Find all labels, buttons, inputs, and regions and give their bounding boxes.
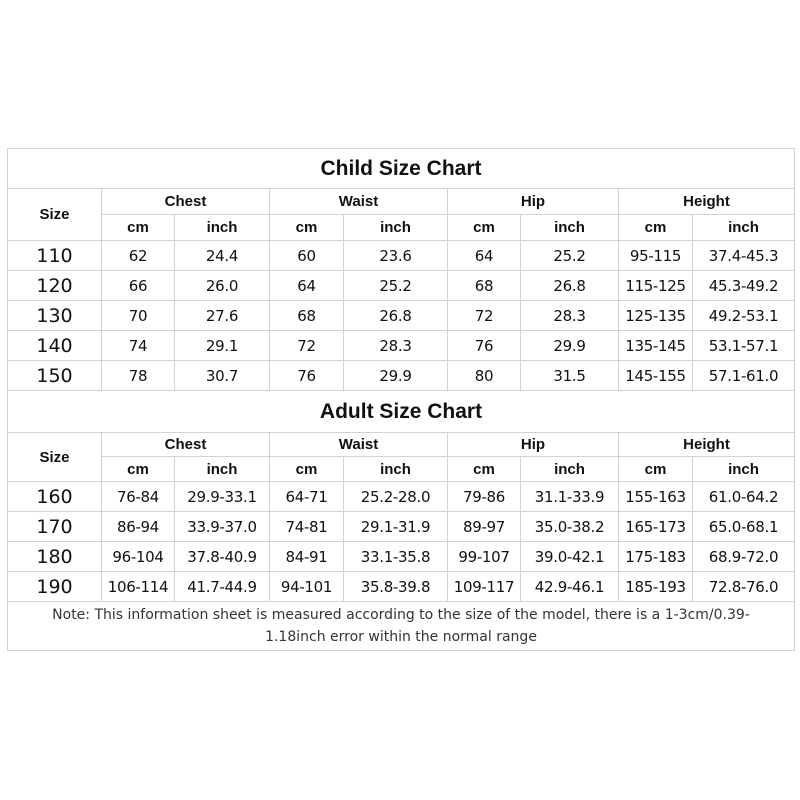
measurement-cell: 37.4-45.3 xyxy=(693,241,795,271)
unit-header: cm xyxy=(448,215,521,241)
table-row xyxy=(8,301,795,331)
measurement-cell: 49.2-53.1 xyxy=(693,301,795,331)
measurement-cell: 125-135 xyxy=(619,301,693,331)
size-cell: 110 xyxy=(8,241,102,271)
measurement-cell: 109-117 xyxy=(448,572,521,602)
chest-header: Chest xyxy=(102,189,270,215)
measurement-cell: 86-94 xyxy=(102,512,175,542)
size-cell: 160 xyxy=(8,482,102,512)
measurement-cell: 68 xyxy=(270,301,344,331)
measurement-cell: 25.2-28.0 xyxy=(344,482,448,512)
unit-header: inch xyxy=(521,215,619,241)
measurement-cell: 76-84 xyxy=(102,482,175,512)
size-header: Size xyxy=(8,433,102,482)
measurement-cell: 25.2 xyxy=(344,271,448,301)
waist-header: Waist xyxy=(270,189,448,215)
hip-header: Hip xyxy=(448,433,619,457)
measurement-cell: 35.0-38.2 xyxy=(521,512,619,542)
table-row xyxy=(8,361,795,391)
size-cell: 190 xyxy=(8,572,102,602)
measurement-cell: 26.8 xyxy=(521,271,619,301)
unit-header: inch xyxy=(175,457,270,482)
measurement-cell: 68 xyxy=(448,271,521,301)
unit-header: cm xyxy=(619,215,693,241)
measurement-cell: 68.9-72.0 xyxy=(693,542,795,572)
size-cell: 150 xyxy=(8,361,102,391)
child-chart-title: Child Size Chart xyxy=(8,149,795,189)
size-cell: 130 xyxy=(8,301,102,331)
measurement-cell: 74 xyxy=(102,331,175,361)
size-cell: 120 xyxy=(8,271,102,301)
measurement-cell: 33.1-35.8 xyxy=(344,542,448,572)
measurement-cell: 175-183 xyxy=(619,542,693,572)
measurement-cell: 94-101 xyxy=(270,572,344,602)
measurement-cell: 28.3 xyxy=(344,331,448,361)
measurement-cell: 25.2 xyxy=(521,241,619,271)
hip-header: Hip xyxy=(448,189,619,215)
measurement-cell: 23.6 xyxy=(344,241,448,271)
measurement-note: Note: This information sheet is measured according to the size of the model, there is a 1-3cm/0.39-1.18inch error within the normal range xyxy=(8,602,795,651)
size-cell: 170 xyxy=(8,512,102,542)
measurement-cell: 60 xyxy=(270,241,344,271)
unit-header: inch xyxy=(693,457,795,482)
measurement-cell: 31.1-33.9 xyxy=(521,482,619,512)
unit-header: inch xyxy=(693,215,795,241)
measurement-cell: 84-91 xyxy=(270,542,344,572)
measurement-cell: 45.3-49.2 xyxy=(693,271,795,301)
measurement-cell: 76 xyxy=(270,361,344,391)
measurement-cell: 72 xyxy=(448,301,521,331)
adult-size-chart xyxy=(8,391,795,482)
table-row xyxy=(8,241,795,271)
measurement-cell: 29.9 xyxy=(521,331,619,361)
measurement-cell: 35.8-39.8 xyxy=(344,572,448,602)
height-header: Height xyxy=(619,189,795,215)
child-data-rows xyxy=(8,241,795,391)
measurement-cell: 135-145 xyxy=(619,331,693,361)
unit-header: cm xyxy=(102,215,175,241)
waist-header: Waist xyxy=(270,433,448,457)
measurement-cell: 62 xyxy=(102,241,175,271)
measurement-cell: 29.9-33.1 xyxy=(175,482,270,512)
table-row xyxy=(8,542,795,572)
measurement-cell: 28.3 xyxy=(521,301,619,331)
measurement-cell: 41.7-44.9 xyxy=(175,572,270,602)
measurement-cell: 66 xyxy=(102,271,175,301)
measurement-cell: 31.5 xyxy=(521,361,619,391)
measurement-cell: 26.8 xyxy=(344,301,448,331)
measurement-cell: 29.1 xyxy=(175,331,270,361)
measurement-cell: 79-86 xyxy=(448,482,521,512)
measurement-cell: 96-104 xyxy=(102,542,175,572)
measurement-cell: 42.9-46.1 xyxy=(521,572,619,602)
measurement-cell: 39.0-42.1 xyxy=(521,542,619,572)
table-row xyxy=(8,572,795,602)
measurement-cell: 30.7 xyxy=(175,361,270,391)
measurement-cell: 76 xyxy=(448,331,521,361)
measurement-cell: 99-107 xyxy=(448,542,521,572)
table-row xyxy=(8,331,795,361)
measurement-cell: 37.8-40.9 xyxy=(175,542,270,572)
measurement-cell: 57.1-61.0 xyxy=(693,361,795,391)
measurement-cell: 64 xyxy=(270,271,344,301)
adult-chart-title: Adult Size Chart xyxy=(8,391,795,433)
size-header: Size xyxy=(8,189,102,241)
unit-header: cm xyxy=(619,457,693,482)
unit-header: inch xyxy=(175,215,270,241)
unit-header: inch xyxy=(344,457,448,482)
measurement-cell: 33.9-37.0 xyxy=(175,512,270,542)
unit-header: cm xyxy=(448,457,521,482)
measurement-cell: 65.0-68.1 xyxy=(693,512,795,542)
unit-header: cm xyxy=(102,457,175,482)
measurement-cell: 61.0-64.2 xyxy=(693,482,795,512)
measurement-cell: 27.6 xyxy=(175,301,270,331)
measurement-cell: 78 xyxy=(102,361,175,391)
size-cell: 140 xyxy=(8,331,102,361)
measurement-cell: 115-125 xyxy=(619,271,693,301)
measurement-cell: 53.1-57.1 xyxy=(693,331,795,361)
measurement-cell: 64 xyxy=(448,241,521,271)
measurement-cell: 106-114 xyxy=(102,572,175,602)
unit-header: cm xyxy=(270,457,344,482)
measurement-cell: 185-193 xyxy=(619,572,693,602)
measurement-cell: 145-155 xyxy=(619,361,693,391)
size-chart-table xyxy=(7,148,795,651)
size-cell: 180 xyxy=(8,542,102,572)
measurement-cell: 165-173 xyxy=(619,512,693,542)
measurement-cell: 80 xyxy=(448,361,521,391)
unit-header: inch xyxy=(521,457,619,482)
measurement-cell: 89-97 xyxy=(448,512,521,542)
measurement-cell: 29.9 xyxy=(344,361,448,391)
unit-header: cm xyxy=(270,215,344,241)
chest-header: Chest xyxy=(102,433,270,457)
measurement-cell: 95-115 xyxy=(619,241,693,271)
unit-header: inch xyxy=(344,215,448,241)
measurement-cell: 29.1-31.9 xyxy=(344,512,448,542)
table-row xyxy=(8,512,795,542)
measurement-cell: 70 xyxy=(102,301,175,331)
measurement-cell: 72.8-76.0 xyxy=(693,572,795,602)
height-header: Height xyxy=(619,433,795,457)
table-row xyxy=(8,271,795,301)
adult-data-rows xyxy=(8,482,795,602)
child-size-chart xyxy=(8,149,795,241)
measurement-cell: 155-163 xyxy=(619,482,693,512)
measurement-cell: 64-71 xyxy=(270,482,344,512)
measurement-cell: 26.0 xyxy=(175,271,270,301)
measurement-cell: 72 xyxy=(270,331,344,361)
measurement-cell: 24.4 xyxy=(175,241,270,271)
table-row xyxy=(8,482,795,512)
measurement-cell: 74-81 xyxy=(270,512,344,542)
